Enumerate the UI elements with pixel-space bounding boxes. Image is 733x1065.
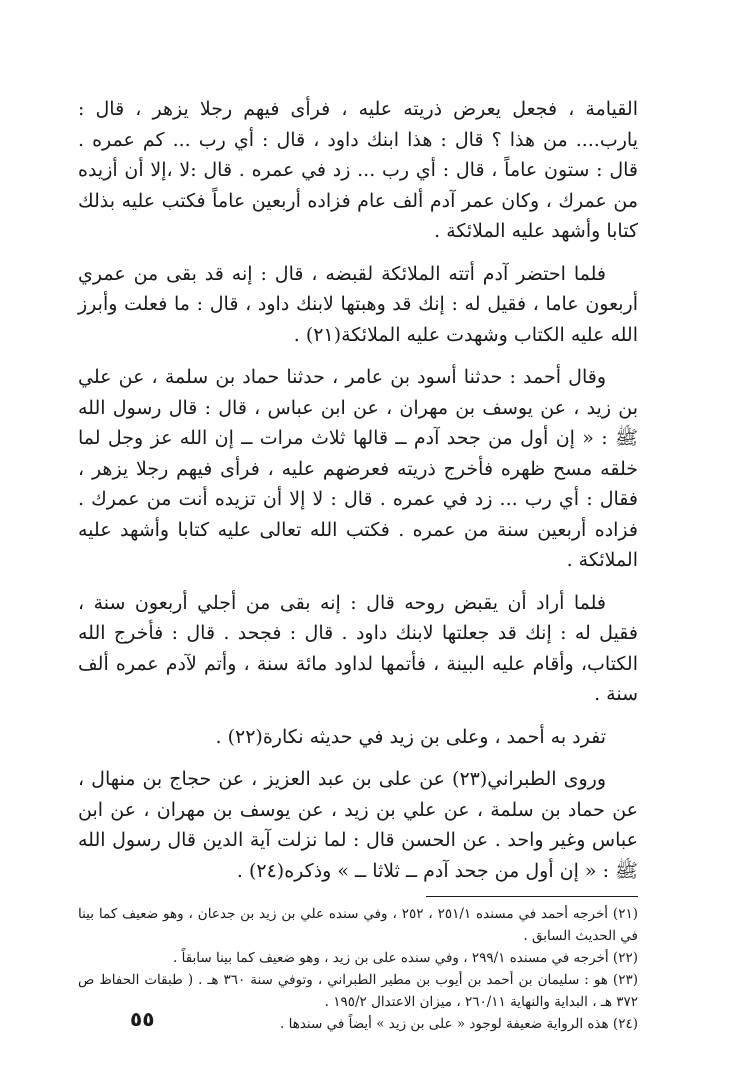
paragraph-3: وقال أحمد : حدثنا أسود بن عامر ، حدثنا حماد بن سلمة ، عن علي بن زيد ، عن يوسف بن مهران ، عن ابن عباس ، قال : قال رسول الله ﷺ : « إن أول من جحد آدم ــ قالها ثلاث مرات ــ إن الله عز وجل لما خلقه مسح ظهره فأخرج ذريته فعرضهم عليه ، فرأى فيهم رجلا يزهر ، فقال : أي رب ... زد في عمره . قال : لا إلا أن تزيده أنت من عمرك . فزاده أربعين سنة من عمره . فكتب الله تعالى عليه كتابا وأشهد عليه الملائكة . bbox=[78, 366, 638, 571]
footnote-21: (٢١) أخرجه أحمد في مسنده ٢٥١/١ ، ٢٥٢ ، وفي سنده علي بن زيد بن جدعان ، وهو ضعيف كما بينا في الحديث السابق . bbox=[78, 906, 638, 944]
footnote-24: (٢٤) هذه الرواية ضعيفة لوجود « على بن زيد » أيضاً في سندها . bbox=[280, 1016, 638, 1032]
paragraph-gap bbox=[78, 247, 638, 259]
paragraph-gap bbox=[78, 576, 638, 588]
paragraph-1: القيامة ، فجعل يعرض ذريته عليه ، فرأى فيهم رجلا يزهر ، قال : يارب.... من هذا ؟ قال : هذا ابنك داود ، قال : أي رب ... كم عمره . قال : ستون عاماً ، قال : أي رب ... زد في عمره . قال :لا ،إلا أن أزيده من عمرك ، وكان عمر آدم ألف عام فزاده أربعين عاماً فكتب عليه بذلك كتابا وأشهد عليه الملائكة . bbox=[78, 98, 638, 242]
footnote-22: (٢٢) أخرجه في مسنده ٢٩٩/١ ، وفي سنده على بن زيد ، وهو ضعيف كما بينا سابقاً . bbox=[173, 950, 638, 966]
footnote-23: (٢٣) هو : سليمان بن أحمد بن أيوب بن مطير الطبراني ، وتوفي سنة ٣٦٠ هـ . ( طبقات الحفاظ ص ٣٧٢ هـ ، البداية والنهاية ٢٦٠/١١ ، ميزان الاعتدال ١٩٥/٢ . bbox=[78, 972, 638, 1010]
paragraph-gap bbox=[78, 752, 638, 764]
paragraph-6: وروى الطبراني(٢٣) عن على بن عبد العزيز ، عن حجاج بن منهال ، عن حماد بن سلمة ، عن علي بن زيد ، عن يوسف بن مهران ، عن ابن عباس وغير واحد . عن الحسن قال : لما نزلت آية الدين قال رسول الله ﷺ : « إن أول من جحد آدم ــ ثلاثا ــ » وذكره(٢٤) . bbox=[78, 768, 638, 882]
page-body bbox=[78, 94, 638, 1035]
footnote-divider bbox=[426, 896, 638, 897]
paragraph-gap bbox=[78, 350, 638, 362]
paragraph-5: تفرد به أحمد ، وعلى بن زيد في حديثه نكارة(٢٢) . bbox=[215, 725, 606, 748]
paragraph-4: فلما أراد أن يقبض روحه قال : إنه بقى من أجلي أربعون سنة ، فقيل له : إنك قد جعلتها لابنك داود . قال : فجحد . قال : فأخرج الله الكتاب، وأقام عليه البينة ، فأتمها لداود مائة سنة ، وأتم لآدم عمره ألف سنة . bbox=[78, 591, 638, 705]
paragraph-2: فلما احتضر آدم أتته الملائكة لقبضه ، قال : إنه قد بقى من عمري أربعون عاما ، فقيل له : إنك قد وهبتها لابنك داود ، قال : ما فعلت وأبرز الله عليه الكتاب وشهدت عليه الملائكة(٢١) . bbox=[78, 262, 638, 346]
page-number: ٥٥ bbox=[130, 1007, 155, 1031]
paragraph-gap bbox=[78, 710, 638, 722]
